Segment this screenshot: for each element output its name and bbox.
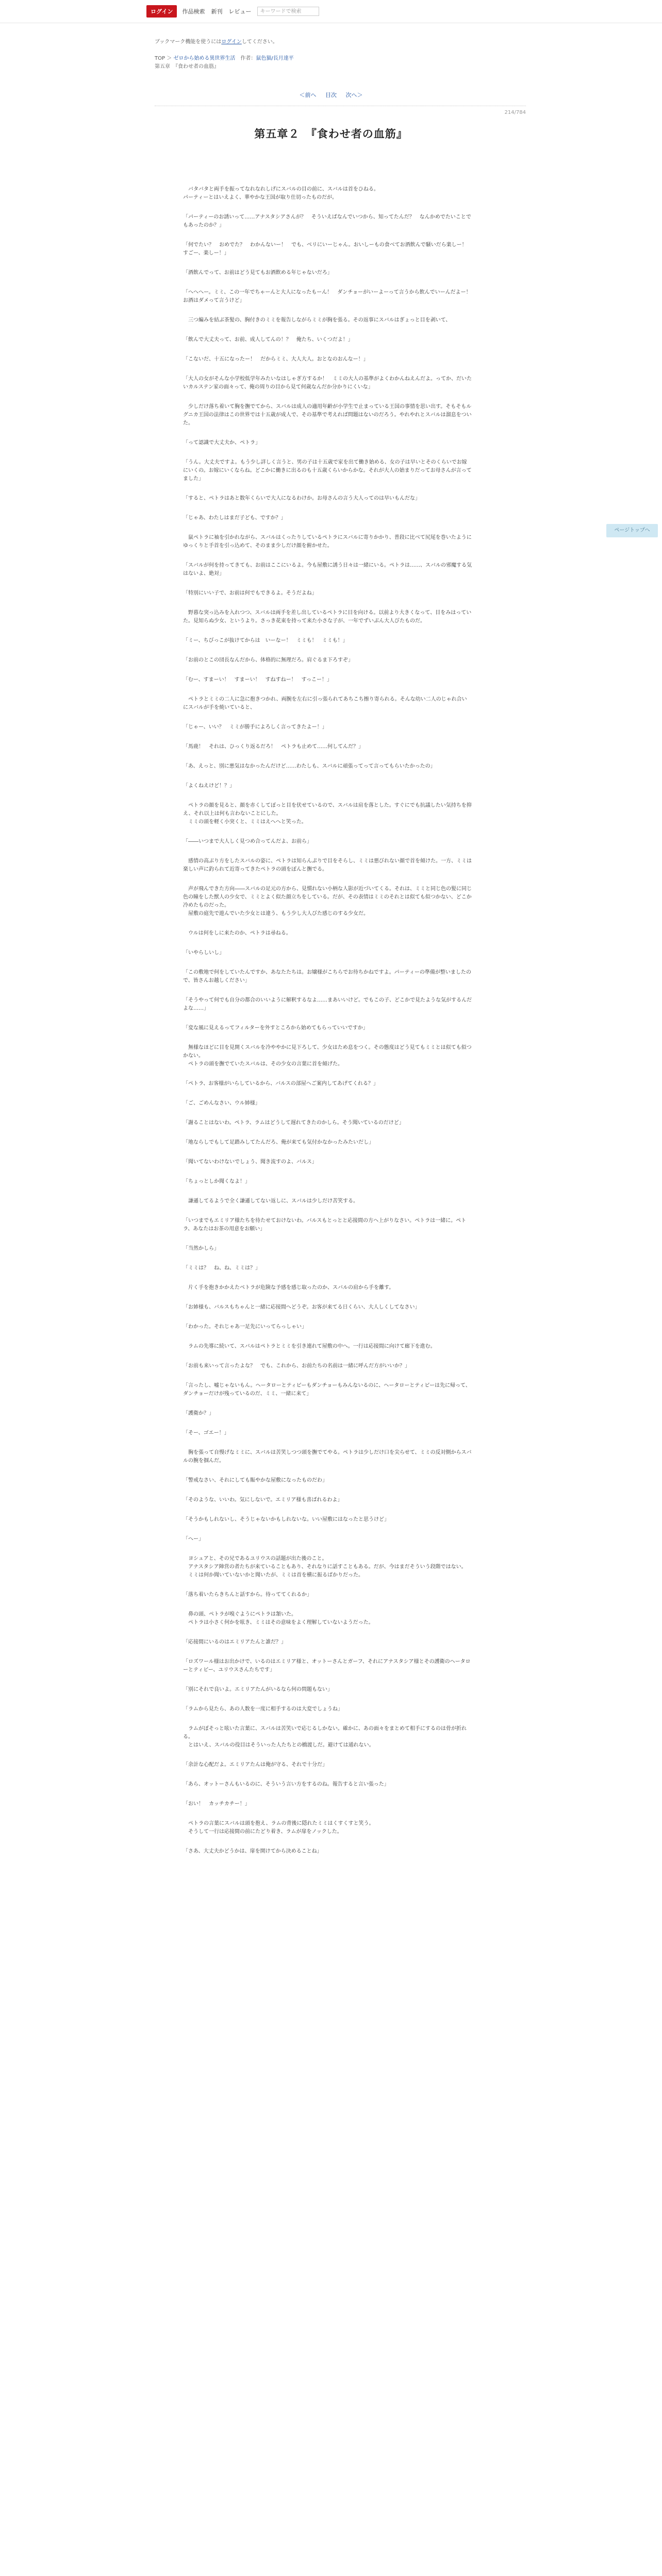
paragraph: 「じゃあ、わたしはまだ子ども、ですか？」 (183, 515, 286, 521)
paragraph: 「いやらしいし」 (183, 950, 224, 956)
paragraph: 「あ、えっと、別に悪気はなかったんだけど……わたしも、スバルに頑張ってって言ってもらいたかったの」 (183, 764, 436, 769)
nav-search[interactable]: 作品検索 (182, 8, 205, 15)
paragraph: 「こないだ、十五になったー！ だからミミ、大人大人。おとなのおんなー！」 (183, 357, 369, 362)
login-button[interactable]: ログイン (146, 5, 177, 18)
paragraph: ラムがぼそっと呟いた言葉に、スバルは苦笑いで応じるしかない。確かに、あの面々をまとめて相手にするのは骨が折れる。 とはいえ、スバルの役目はそういった人たちとの橋渡しだ。避けては通れない。 (183, 1726, 467, 1748)
paragraph: 「聞いてないわけないでしょう、聞き流すのよ、バルス」 (183, 1159, 317, 1165)
top-navigation (0, 0, 662, 23)
paragraph: 謙遜してるようで全く謙遜してない返しに、スバルは少しだけ苦笑する。 (183, 1198, 358, 1204)
paragraph: 「何でたい？ おめでた？ わかんないー！ でも、ベリにいーじゃん。おいしーもの食べてお酒飲んで騒いだら楽しー！ すごー、楽しー！」 (183, 242, 472, 256)
paragraph: 「お前のとこの団長なんだから、体格的に無理だろ。肩ぐるま下ろすぞ」 (183, 657, 353, 663)
login-notice (155, 37, 278, 45)
paragraph: 「そー、ゴエー！」 (183, 1430, 229, 1436)
paragraph: ペトラの言葉にスバルは頭を抱え、ラムの背後に隠れたミミはくすくすと笑う。 そうして一行は応接間の前にたどり着き、ラムが扉をノックした。 (188, 1821, 374, 1835)
paragraph: 片く手を抱きかかえたベトラが危険な予感を感じ取ったのか、スバルの肩から手を離す。 (183, 1285, 394, 1291)
search-input[interactable]: キーワードで検索 (257, 7, 319, 16)
breadcrumb-author-link[interactable]: 鼠色猫/長月達平 (256, 56, 294, 61)
paragraph: 「護衛か？」 (183, 1411, 214, 1416)
paragraph: 「スバルが何を持ってきても、お前はここにいるよ。今も屋敷に誘う日々は一緒にいる。ペトラは……、スバルの邪魔する気はないよ、絶対」 (183, 563, 472, 577)
paragraph: 無様なほどに目を見開くスバルを冷ややかに見下ろして、少女はため息をつく。その態度はどう見てもミミとは似ても似つかない。 ペトラの頭を撫でていたスバルは、その少女の言葉に首を傾げた。 (183, 1045, 472, 1067)
paragraph: 声が飛んできた方向――スバルの足元の方から、見慣れない小柄な人影が近づいてくる。それは、ミミと同じ色の髪に同じ色の瞳をした獣人の少女で、ミミとよく似た顔立ちをしている。だが、その表情はミミのそれとは似ても似つかない、どこか冷めたものだった。 屋敷の庭先で遊んでいた少女とは違う、もう少し大人びた感じのする少女だ。 (183, 886, 472, 917)
paragraph: 「いつまでもエミリア様たちを待たせておけないわ。バルスもとっとと応接間の方へ上がりなさい。ペトラは一緒に。ペトラ、あなたはお茶の用意をお願い」 (183, 1218, 467, 1232)
paragraph: 鼠ペトラに袖を引かれながら、スバルはくったりしているペトラにスバルに寄りかかり、普段に比べて尻尾を巻いたようにゆっくりと手首を引っ込めて、そのまま少しだけ顔を俯かせた。 (183, 535, 472, 549)
paragraph: 「ちょっとしか聞くなよ！」 (183, 1179, 250, 1184)
paragraph: 「むー、すまーい！ すまーい！ すねすねー！ すっこー！」 (183, 677, 332, 683)
paragraph: 「すると、ペトラはあと数年くらいで大人になるわけか。お母さんの言う大人ってのは早いもんだな」 (183, 496, 420, 501)
paragraph: 「ロズワール様はお出かけで、いるのはエミリア様と、オットーさんとガーフ、それにアナスタシア様とその護衛のヘータローとティビー、ユリウスさんたちです」 (183, 1659, 471, 1673)
paragraph: 「変な風に見えるってフィルターを外すところから始めてもらっていいですか」 (183, 1025, 368, 1031)
paragraph: 「ペトラ、お客様がいらしているから、バルスの部屋へご案内してあげてくれる？」 (183, 1081, 378, 1087)
page-top-button[interactable]: ページトップへ (606, 524, 658, 537)
paragraph: 「馬鹿！ それは、ひっくり返るだろ！ ペトラも止めて……何してんだ？」 (183, 744, 363, 750)
breadcrumb-line1 (155, 55, 294, 63)
paragraph: 「ミミは？ ね、ね、ミミは？」 (183, 1265, 260, 1271)
paragraph: 少しだけ落ち着いて胸を撫でてから、スバルは成人の適用年齢が小学生で止まっている王国の事情を思い出す。そもそもルグニカ王国の法律はこの世界では十五歳が成人で、その基準で考えれば問題はないのだろう。やれやれとスバルは溜息をついた。 (183, 404, 472, 426)
breadcrumb-top[interactable]: TOP ＞ (155, 56, 174, 61)
paragraph: ペトラとミミの二人に急に抱きつかれ、両腕を左右に引っ張られてあちこち擦り寄られる。そんな幼い二人のじゃれ合いにスバルが手を焼いていると、 (183, 697, 467, 710)
paragraph: 「大人の女がそんな小学校低学年みたいなはしゃぎ方するか！ ミミの大人の基準がよくわかんねえんだよ。ってか、だいたいカルステン家の面々って、俺の周りの目から見て何歳なんだか分かりにくいな」 (183, 376, 472, 390)
paragraph: 「特別にいい子で、お前は何でもできるよ。そうだよね」 (183, 590, 317, 596)
paragraph: ヨシュアと、その兄であるユリウスの話題が出た後のこと。 アナスタシア陣営の者たちが来ていることもあり、それなりに話すこともある。だが、今はまだそういう段階ではない。 ミミは何か聞いていないかと聞いたが、ミミは首を横に振るばかりだった。 (188, 1556, 467, 1578)
novel-body (183, 185, 476, 1867)
breadcrumb (155, 55, 294, 71)
paragraph: 「へへへー。ミミ、この一年でちゃーんと大人になったもーん！ ダンチョーがいーよーって言うから飲んでいーんだよー！ お酒はダメって言うけど」 (183, 290, 476, 303)
paragraph: 野暮な突っ込みを入れつつ、スバルは両手を差し出しているペトラに目を向ける。以前より大きくなって、目をみはっていた。見知らぬ少女、というより。さっき花束を持って来た小さな子が、一年でずいぶん大人びたものだ。 (183, 610, 472, 624)
notice-prefix: ブックマーク機能を使うには (155, 39, 222, 45)
paragraph: 「警戒なさい、それにしても賑やかな屋敷になったものだわ」 (183, 1478, 327, 1483)
paragraph: 「お前も来いって言ったよな？ でも、これから、お前たちの名前は一緒に呼んだ方がいいか？」 (183, 1363, 410, 1369)
paragraph: 「よくねえけど！？」 (183, 783, 235, 789)
notice-suffix: してください。 (241, 39, 278, 45)
nav-new[interactable]: 新刊 (211, 8, 223, 15)
paragraph: 「うん。大丈夫ですよ。もう少し詳しく言うと、男の子は十五歳で家を出て働き始める、女の子は早いとそのくらいでお嫁にいくの。お嫁にいくならね。どこかに働きに出るのも十五歳くらいからかな。それが大人の始まりだってお母さんが言ってました」 (183, 460, 472, 482)
page-number: 214/784 (504, 110, 526, 115)
paragraph: 「飲んで大丈夫って、お前、成人してんの！？ 俺たち、いくつだよ！」 (183, 337, 353, 343)
paragraph: 「落ち着いたらきちんと話すから。待っててくれるか」 (183, 1592, 312, 1598)
paragraph: 「パーティーのお誘いって……アナスタシアさんが？ そういえばなんでいつから、知ってたんだ？ なんかめでたいことでもあったのか？」 (183, 214, 471, 228)
nav-review[interactable]: レビュー (228, 8, 252, 15)
paragraph: 「ご、ごめんなさい、ウル姉様」 (183, 1100, 260, 1106)
paragraph: 感情の高ぶり方をしたスバルの姿に、ペトラは知らんぷりで目をそらし、ミミは悪びれない顔で首を傾けた。一方、ミミは楽しい声に釣られて近寄ってきたペトラの頭をぽんと撫でる。 (183, 858, 472, 872)
paragraph: 「じゃー、いい？ ミミが勝手によろしく言ってきたよー！」 (183, 724, 327, 730)
paragraph: 「お姉様も、バルスもちゃんと一緒に応接間へどうぞ。お客が来てる日くらい、大人しくしてなさい」 (183, 1304, 420, 1310)
breadcrumb-author-label: 作者： (235, 56, 256, 61)
paragraph: 「言ったし、嘘じゃないもん。ヘータローとティビーもダンチョーもみんないるのに、ヘータローとティビーは先に帰って、ダンチョーだけが残っているのだ、ミミ、一緒に来て」 (183, 1383, 471, 1397)
paragraph: 「そのような、いいわ。気にしないで。エミリア様も喜ばれるわよ」 (183, 1497, 343, 1503)
paragraph: 「地ならしでもして足踏みしてたんだろ、俺が来ても気付かなかったみたいだし」 (183, 1140, 374, 1145)
breadcrumb-work-link[interactable]: ゼロから始める異世界生活 (173, 56, 236, 61)
next-link[interactable]: 次へ＞ (345, 92, 363, 98)
paragraph: 胸を張って自慢げなミミに、スバルは苦笑しつつ頭を撫でてやる。ペトラは少しだけ口を尖らせて、ミミの反対側からスバルの腕を掴んだ。 (183, 1450, 472, 1464)
paragraph: 「わかった。それじゃあ一足先にいってらっしゃい」 (183, 1324, 307, 1330)
paragraph: 鼻の頭、ペトラが嗅ぐようにペトラは頷いた。 ペトラは小さく何かを呟き、ミミはその意味をよく理解していないようだった。 (188, 1612, 374, 1625)
paragraph: ウルは何をしに来たのか、ペトラは尋ねる。 (183, 930, 291, 936)
paragraph: 「謝ることはないわ。ペトラ、ラムはどうして遅れてきたのかしら。そう聞いているのだけど」 (183, 1120, 404, 1126)
paragraph: 「余計な心配だよ。エミリアたんは俺が守る、それで十分だ」 (183, 1762, 327, 1768)
paragraph: 「おい！ カッチカチー！」 (183, 1801, 250, 1807)
paragraph: 「ミー、ちびっこが抜けてからは いーなー！ ミミも！ ミミも！」 (183, 638, 348, 643)
toc-link[interactable]: 目次 (325, 92, 337, 98)
paragraph: 「ラムから見たら、あの人数を一度に相手するのは大変でしょうね」 (183, 1706, 343, 1712)
paragraph: 「――いつまで大人しく見つめ合ってんだよ、お前ら」 (183, 839, 312, 844)
paragraph: 「酒飲んでって、お前はどう見てもお酒飲める年じゃないだろ」 (183, 270, 333, 276)
paragraph: 「別にそれで良いよ。エミリアたんがいるなら何の問題もない」 (183, 1687, 333, 1692)
chapter-pager (0, 91, 662, 99)
paragraph: バタバタと両手を振ってなれなれしげにスバルの目の前に、スバルは首をひねる。 パーティーとはいえよく、華やかな王国が取り仕切ったものだが。 (183, 187, 379, 200)
paragraph: ペトラの顔を見ると、顔を赤くしてぽっと目を伏せているので、スバルは肩を落とした。すぐにでも抗議したい気持ちを抑え、それ以上は何も言わないことにした。 ミミの頭を軽く小突くと、ミミはえへへと笑った。 (183, 803, 472, 825)
paragraph: 「当然かしら」 (183, 1246, 219, 1251)
notice-login-link[interactable]: ログイン (221, 39, 242, 45)
paragraph: 「そうかもしれないし、そうじゃないかもしれないな。いい屋敷にはなったと思うけど」 (183, 1517, 389, 1522)
paragraph: 「へー」 (183, 1536, 204, 1542)
paragraph: 「って認識で大丈夫か、ペトラ」 (183, 440, 260, 446)
paragraph: ラムの先導に続いて、スバルはペトラとミミを引き連れて屋敷の中へ。一行は応接間に向けて廊下を進む。 (183, 1344, 436, 1349)
paragraph: 「そうやって何でも自分の都合のいいように解釈するなよ……まあいいけど。でもこの子、どこかで見たような気がするんだよな……」 (183, 997, 472, 1011)
paragraph: 「あら、オットーさんもいるのに、そういう言い方をするのね。報告すると言い張った」 (183, 1782, 389, 1787)
paragraph: 「さあ、大丈夫かどうかは、扉を開けてから決めることね」 (183, 1849, 322, 1854)
paragraph: 「この敷地で何をしていたんですか、あなたたちは。お嬢様がこちらでお待ちかねですよ。パーティーの準備が整いましたので、皆さんお越しください」 (183, 970, 471, 984)
paragraph: 三つ編みを結ぶ茶髪の、胸付きのミミを報告しながらミミが胸を張る。その返事にスバルはぎょっと目を剥いて、 (183, 317, 451, 323)
paragraph: 「応接間にいるのはエミリアたんと誰だ？」 (183, 1639, 286, 1645)
breadcrumb-chapter: 第五章 『食わせ者の血筋』 (155, 64, 219, 70)
chapter-title: 第五章２ 『食わせ者の血筋』 (254, 128, 408, 140)
prev-link[interactable]: ＜前へ (299, 92, 317, 98)
